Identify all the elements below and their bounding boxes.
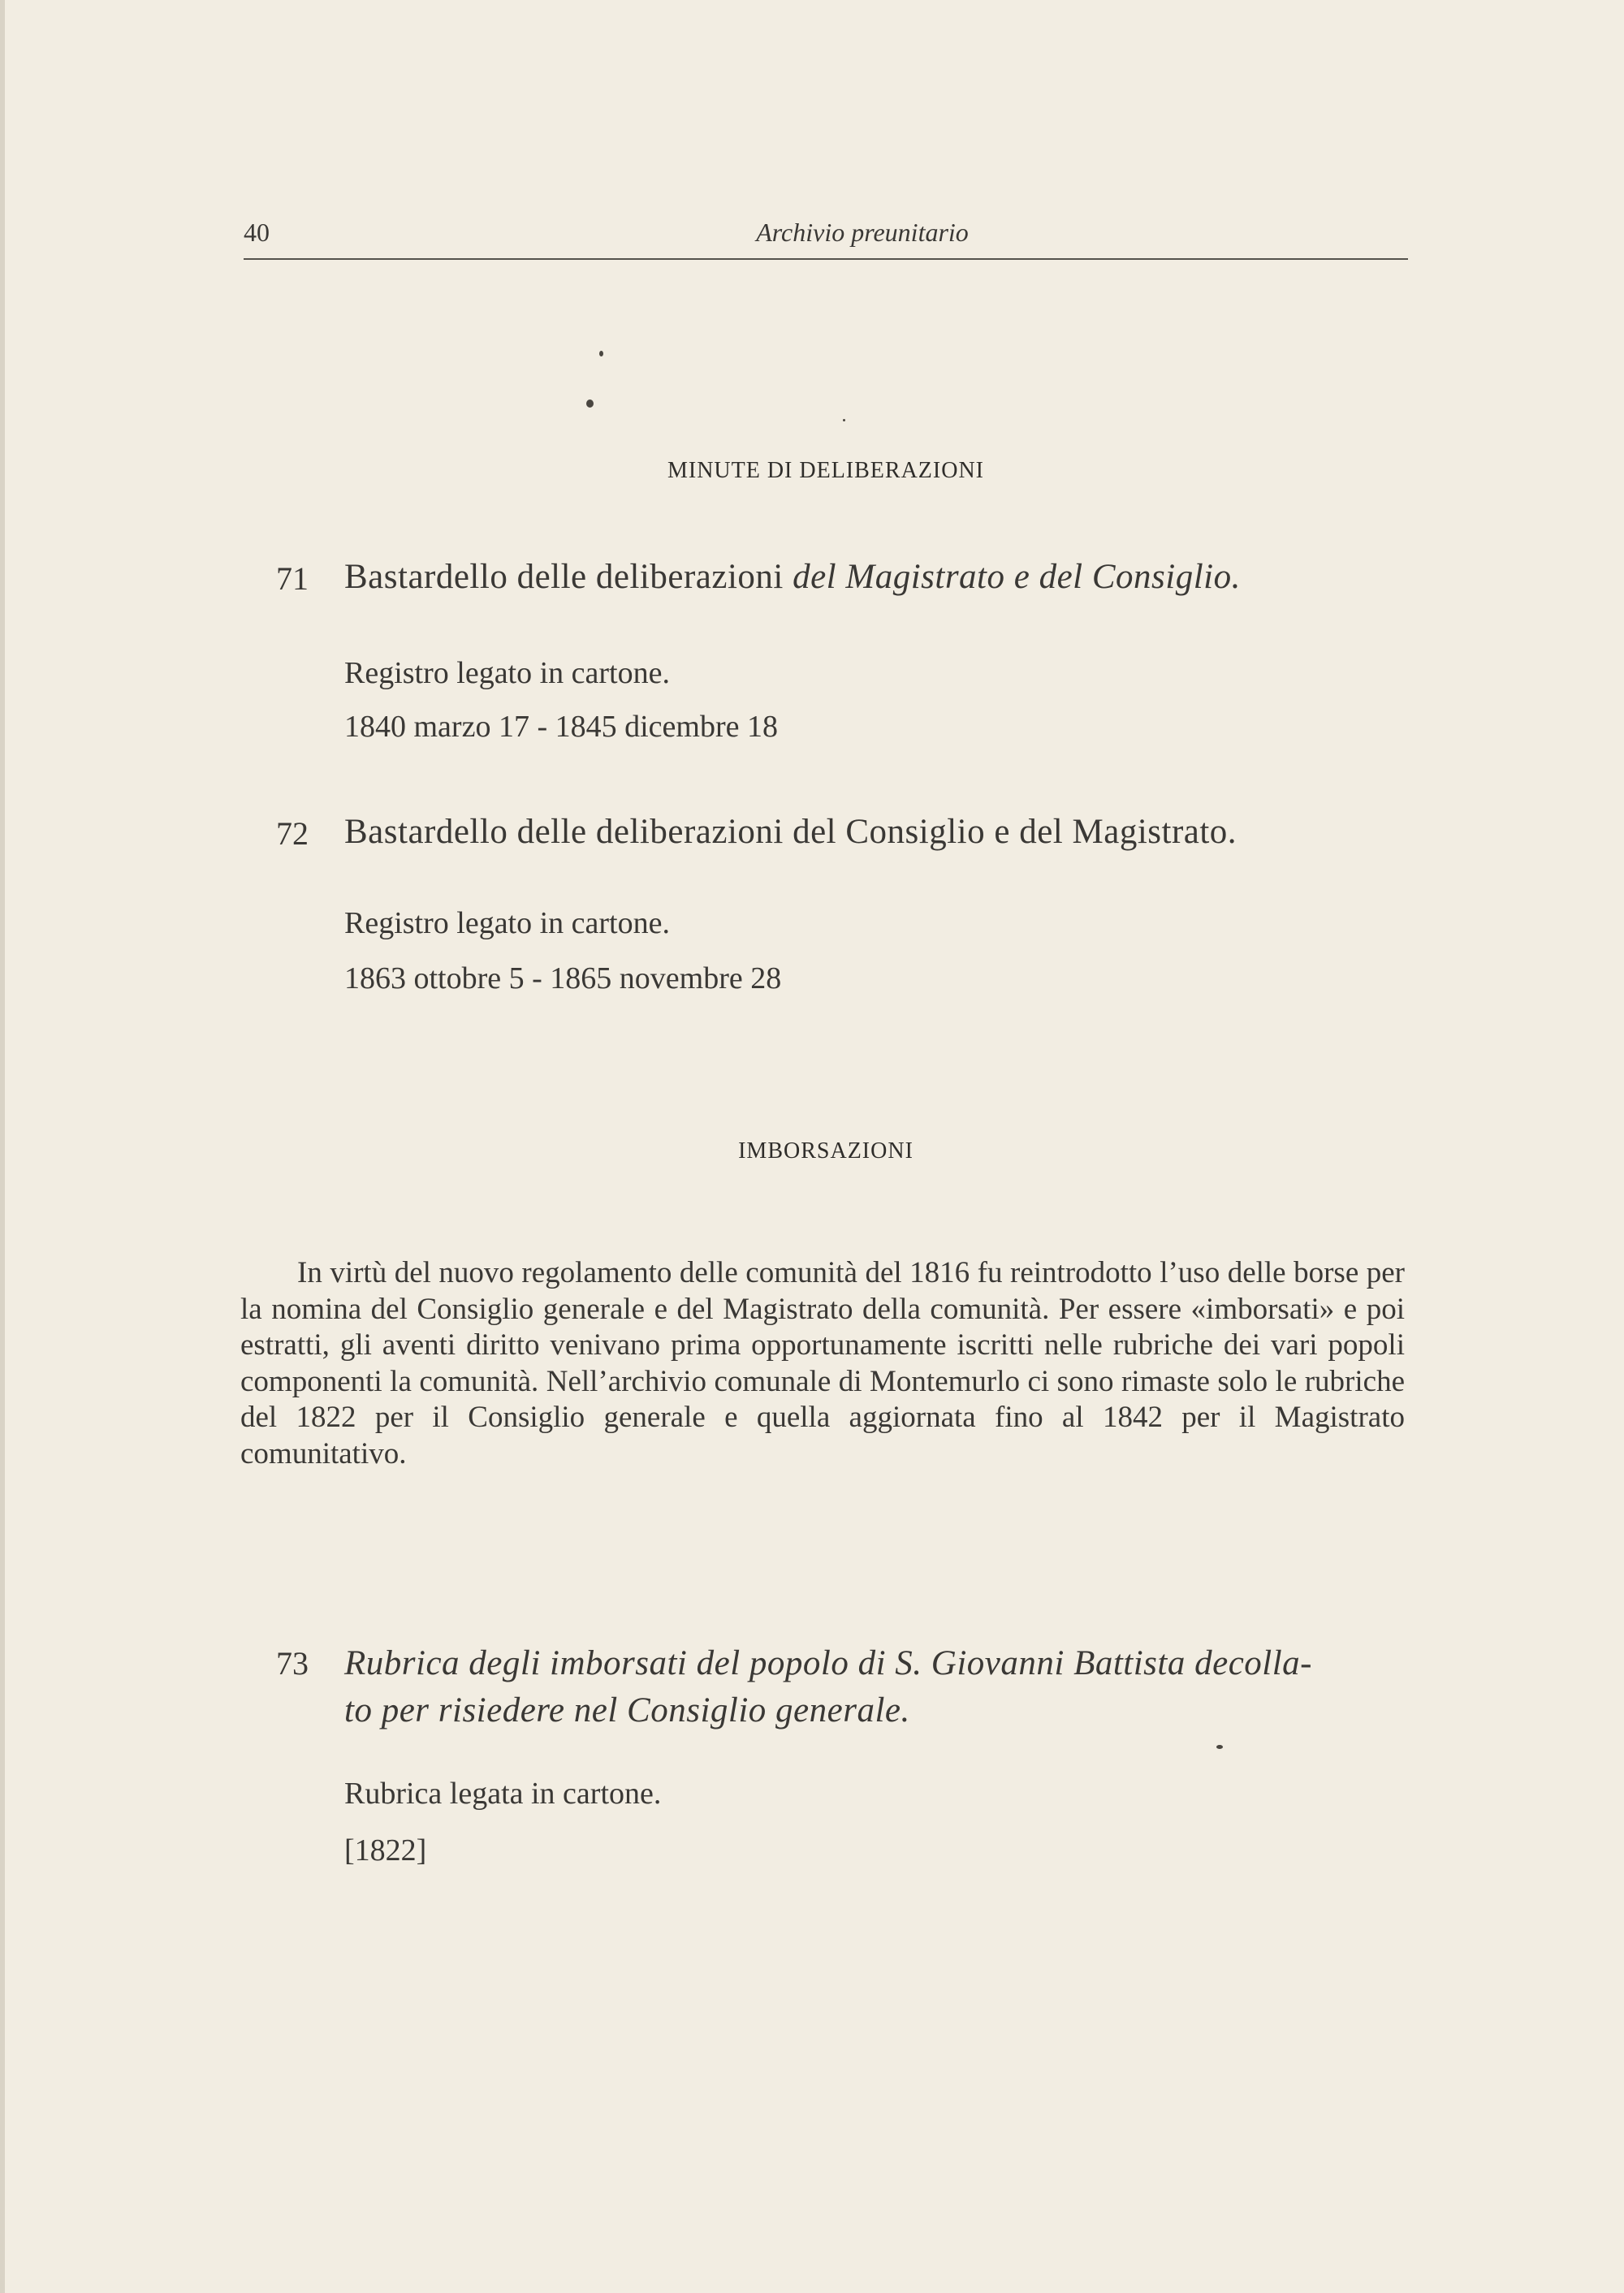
entry-title: [344, 1640, 1416, 1734]
section-heading-minute: MINUTE DI DELIBERAZIONI: [667, 458, 985, 483]
entry-title-italic: del Magistrato e del Consiglio.: [793, 558, 1241, 596]
running-header: [244, 213, 1408, 260]
running-title: Archivio preunitario: [756, 218, 969, 247]
entry-description: Registro legato in cartone.: [344, 906, 670, 940]
entry-title-line: to per risiedere nel Consiglio generale.: [344, 1691, 910, 1729]
entry-description: Rubrica legata in cartone.: [344, 1777, 662, 1811]
ink-speck: [843, 419, 845, 421]
section-heading-imborsazioni: IMBORSAZIONI: [738, 1138, 914, 1164]
entry-title-line: Rubrica degli imborsati del popolo di S. Giovanni Battista decolla-: [344, 1644, 1313, 1682]
page-number: 40: [244, 218, 270, 247]
ink-speck: [599, 351, 603, 356]
entry-description: Registro legato in cartone.: [344, 656, 670, 690]
ink-speck: [1216, 1745, 1223, 1749]
entry-title-plain: Bastardello delle deliberazioni: [344, 558, 793, 596]
ink-speck: [586, 399, 594, 408]
entry-dates: [1822]: [344, 1833, 427, 1868]
entry-number: 72: [276, 815, 309, 852]
entry-title: [344, 557, 1408, 598]
entry-number: 71: [276, 560, 309, 597]
entry-number: 73: [276, 1645, 309, 1682]
entry-title: Bastardello delle deliberazioni del Consiglio e del Magistrato.: [344, 813, 1237, 851]
entry-dates: 1840 marzo 17 - 1845 dicembre 18: [344, 710, 778, 744]
intro-paragraph: [240, 1255, 1405, 1472]
intro-text: In virtù del nuovo regolamento delle comunità del 1816 fu reintrodotto l’uso delle borse per la nomina del Consiglio generale e del Magistrato della comunità. Per essere «imborsati» e poi estratti, gli aventi diritto venivano prima opportunamente iscritti nelle rubriche dei vari popoli componenti la comunità. Nell’archivio comunale di Montemurlo ci sono rimaste solo le rubriche del 1822 per il Consiglio generale e quella aggiornata fino al 1842 per il Magistrato comunitativo.: [240, 1256, 1405, 1470]
entry-dates: 1863 ottobre 5 - 1865 novembre 28: [344, 961, 782, 995]
page-edge: [0, 0, 5, 2293]
